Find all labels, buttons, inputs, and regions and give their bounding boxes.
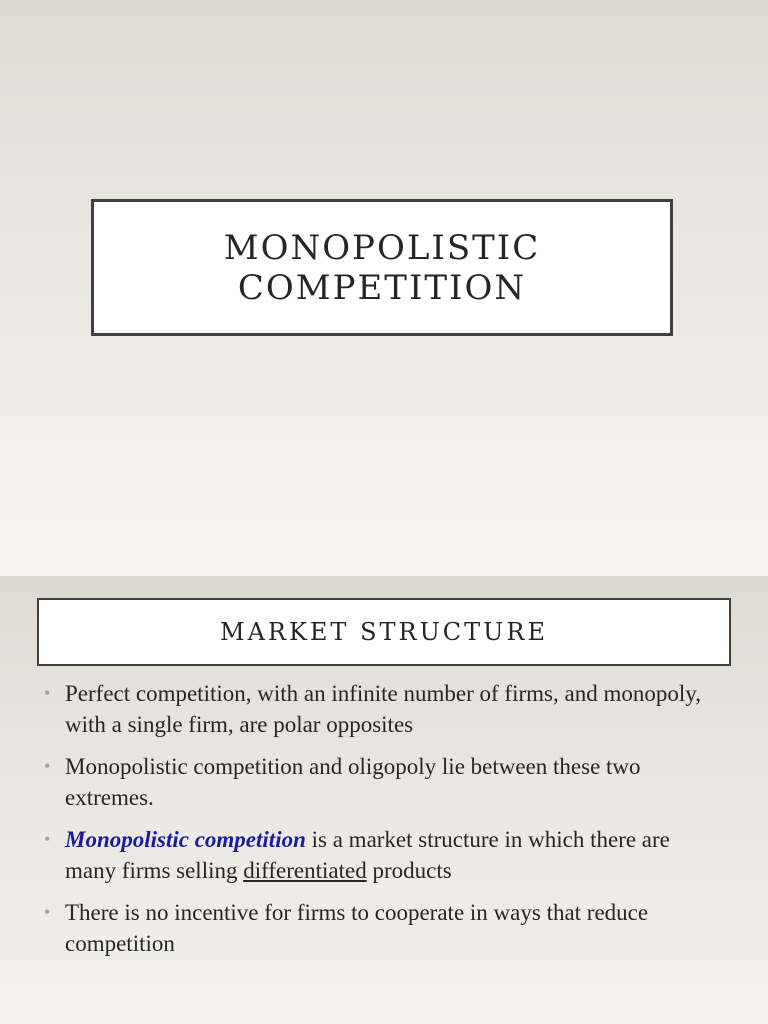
list-item	[44, 897, 724, 959]
bullet-icon: •	[44, 683, 51, 703]
slide-heading: MARKET STRUCTURE	[220, 618, 548, 646]
title-box	[91, 199, 673, 336]
bullet-text: There is no incentive for firms to cooperate in ways that reduce competition	[65, 900, 649, 956]
bullet-icon: •	[44, 902, 51, 922]
bullet-icon: •	[44, 829, 51, 849]
heading-box	[37, 598, 731, 666]
bullet-text: is a market structure in which there are many firms selling	[65, 827, 670, 883]
bullet-text: Perfect competition, with an infinite number of firms, and monopoly, with a single firm, are polar opposites	[65, 681, 701, 737]
key-term: Monopolistic competition	[65, 827, 306, 852]
list-item	[44, 678, 724, 740]
bullet-list	[44, 678, 724, 970]
list-item	[44, 751, 724, 813]
bullet-text: Monopolistic competition and oligopoly lie between these two extremes.	[65, 754, 641, 810]
list-item	[44, 824, 724, 886]
underlined-term: differentiated	[243, 858, 367, 883]
slide-market-structure	[0, 576, 768, 1024]
bullet-text-end: products	[366, 858, 452, 883]
bullet-icon: •	[44, 756, 51, 776]
slide-title-text: MONOPOLISTIC COMPETITION	[223, 227, 541, 308]
